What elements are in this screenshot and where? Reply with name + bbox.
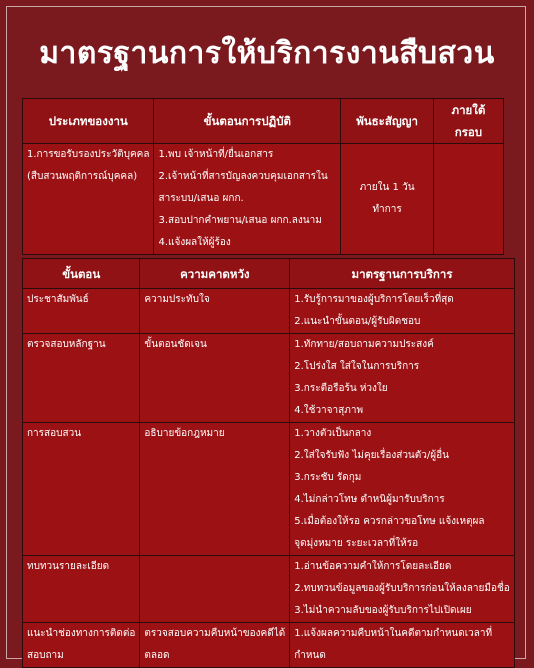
table-row: [23, 623, 515, 668]
cell-line: 2.แนะนำขั้นตอน/ผู้รับผิดชอบ: [294, 316, 421, 327]
header-framework: ภายใต้กรอบ: [433, 99, 503, 144]
cell-line: ความประทับใจ: [144, 294, 210, 305]
cell-line: แนะนำช่องทางการติดต่อ: [27, 628, 136, 639]
page-title: มาตรฐานการให้บริการงานสืบสวน: [39, 36, 495, 71]
cell-line: กำหนด: [294, 650, 326, 661]
cell-expectation: [140, 556, 290, 623]
header-work-type: ประเภทของงาน: [23, 99, 154, 144]
cell-line: ทบทวนรายละเอียด: [27, 561, 110, 572]
cell-line: จุดมุ่งหมาย ระยะเวลาที่ให้รอ: [294, 538, 419, 549]
header-standard: มาตรฐานการบริการ: [290, 259, 515, 289]
cell-standard: [290, 423, 515, 556]
table-row: [23, 423, 515, 556]
cell-line: การสอบสวน: [27, 428, 82, 439]
cell-line: 3.กระตือรือร้น ห่วงใย: [294, 383, 388, 394]
cell-line: 1.พบ เจ้าหน้าที่/ยื่นเอกสาร: [158, 149, 274, 160]
cell-line: อธิบายข้อกฎหมาย: [144, 428, 225, 439]
cell-line: 4.ไม่กล่าวโทษ ตำหนิผู้มารับบริการ: [294, 494, 445, 505]
table-row: [23, 144, 504, 255]
table-header-row: [23, 99, 504, 144]
table-header-row: [23, 259, 515, 289]
cell-step: [23, 623, 140, 668]
cell-line: 3.ไม่นำความลับของผู้รับบริการไปเปิดเผย: [294, 605, 472, 616]
cell-procedure: [154, 144, 341, 255]
header-step: ขั้นตอน: [23, 259, 140, 289]
cell-expectation: [140, 423, 290, 556]
cell-line: สาระบบ/เสนอ ผกก.: [158, 193, 244, 204]
cell-step: [23, 556, 140, 623]
cell-line: 1.การขอรับรองประวัติบุคคล: [27, 149, 150, 160]
cell-line: ตรวจสอบหลักฐาน: [27, 339, 106, 350]
cell-line: ตรวจสอบความคืบหน้าของคดีได้: [144, 628, 286, 639]
cell-line: 4.ใช้วาจาสุภาพ: [294, 405, 364, 416]
cell-line: 1.ทักทาย/สอบถามความประสงค์: [294, 339, 434, 350]
cell-line: 1.วางตัวเป็นกลาง: [294, 428, 372, 439]
cell-line: 1.แจ้งผลความคืบหน้าในคดีตามกำหนดเวลาที่: [294, 628, 493, 639]
cell-line: 5.เมื่อต้องให้รอ ควรกล่าวขอโทษ แจ้งเหตุผล: [294, 516, 485, 527]
cell-line: ตลอด: [144, 650, 170, 661]
table-row: [23, 556, 515, 623]
cell-step: [23, 289, 140, 334]
cell-line: ขั้นตอนชัดเจน: [144, 339, 207, 350]
cell-standard: [290, 334, 515, 423]
cell-standard: [290, 289, 515, 334]
cell-standard: [290, 623, 515, 668]
cell-step: [23, 334, 140, 423]
cell-step: [23, 423, 140, 556]
cell-line: 3.กระชับ รัดกุม: [294, 472, 362, 483]
table-row: [23, 289, 515, 334]
cell-commitment: ภายใน 1 วันทำการ: [341, 144, 434, 255]
service-standard-table: [22, 258, 515, 668]
cell-line: 1.อ่านข้อความคำให้การโดยละเอียด: [294, 561, 452, 572]
cell-framework: [433, 144, 503, 255]
cell-line: 2.เจ้าหน้าที่สารบัญลงควบคุมเอกสารใน: [158, 171, 328, 182]
cell-line: ประชาสัมพันธ์: [27, 294, 89, 305]
cell-work-type: [23, 144, 154, 255]
header-commitment: พันธะสัญญา: [341, 99, 434, 144]
table-row: [23, 334, 515, 423]
cell-expectation: [140, 623, 290, 668]
cell-standard: [290, 556, 515, 623]
cell-line: สอบถาม: [27, 650, 64, 661]
cell-line: 2.โปร่งใส ใส่ใจในการบริการ: [294, 361, 420, 372]
cell-expectation: [140, 289, 290, 334]
cell-line: 3.สอบปากคำพยาน/เสนอ ผกก.ลงนาม: [158, 215, 322, 226]
cell-line: (สืบสวนพฤติการณ์บุคคล): [27, 171, 138, 182]
cell-expectation: [140, 334, 290, 423]
cell-line: 2.ใส่ใจรับฟัง ไม่คุยเรื่องส่วนตัว/ผู้อื่น: [294, 450, 449, 461]
header-procedure: ขั้นตอนการปฏิบัติ: [154, 99, 341, 144]
cell-line: 4.แจ้งผลให้ผู้ร้อง: [158, 237, 231, 248]
cell-line: 1.รับรู้การมาของผู้บริการโดยเร็วที่สุด: [294, 294, 454, 305]
cell-line: 2.ทบทวนข้อมูลของผู้รับบริการก่อนให้ลงลายมือชื่อ: [294, 583, 510, 594]
service-commitment-table: [22, 98, 504, 255]
header-expectation: ความคาดหวัง: [140, 259, 290, 289]
